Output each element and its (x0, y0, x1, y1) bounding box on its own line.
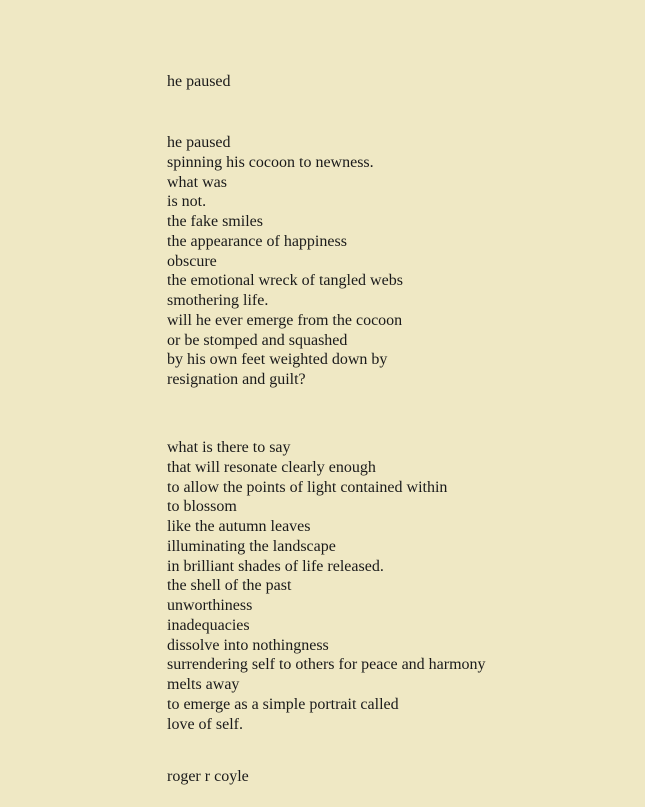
poem-line: resignation and guilt? (167, 371, 306, 388)
poem-line: like the autumn leaves (167, 518, 311, 535)
poem-line: obscure (167, 252, 217, 270)
stanza-2 (167, 438, 486, 734)
poem-line: dissolve into nothingness (167, 636, 329, 654)
poem-title: he paused (167, 73, 231, 90)
poem-line: or be stomped and squashed (167, 331, 348, 349)
poem-line: to emerge as a simple portrait called (167, 695, 399, 713)
poem-line: the fake smiles (167, 213, 263, 230)
poem-line: surrendering self to others for peace and harmony (167, 656, 486, 674)
poem-line: illuminating the landscape (167, 537, 336, 555)
poem-line: will he ever emerge from the cocoon (167, 311, 403, 329)
poem-line: is not. (167, 193, 207, 211)
poem-line: what was (167, 173, 227, 191)
poem-line: the shell of the past (167, 577, 292, 595)
stanza-1 (167, 133, 403, 390)
poem-line: to blossom (167, 498, 237, 516)
poem-line: smothering life. (167, 292, 269, 309)
poem-line: the emotional wreck of tangled webs (167, 272, 403, 290)
poem-line: to allow the points of light contained within (167, 478, 448, 496)
poem-line: what is there to say (167, 439, 291, 456)
poem-line: spinning his cocoon to newness. (167, 153, 374, 171)
poem-line: unworthiness (167, 597, 253, 614)
poem-line: inadequacies (167, 616, 250, 634)
poem-line: he paused (167, 134, 231, 151)
poem-line: the appearance of happiness (167, 232, 347, 250)
poem-line: love of self. (167, 715, 243, 733)
poem-line: by his own feet weighted down by (167, 351, 388, 369)
poem-line: in brilliant shades of life released. (167, 557, 384, 575)
poem-line: that will resonate clearly enough (167, 458, 376, 476)
poem-line: melts away (167, 676, 240, 693)
poem-author: roger r coyle (167, 768, 249, 785)
